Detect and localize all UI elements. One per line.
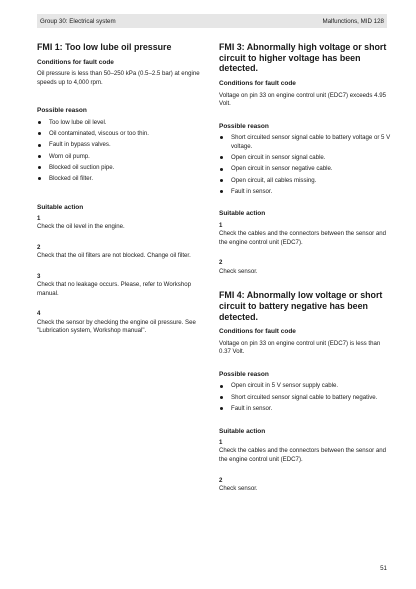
step-number: 1	[219, 439, 223, 446]
bullet-icon	[220, 396, 223, 399]
bullet-icon	[220, 136, 223, 139]
list-item	[219, 405, 391, 414]
fmi1-reason-heading: Possible reason	[37, 107, 87, 115]
list-item	[219, 382, 391, 391]
fmi3-reasons	[219, 123, 391, 197]
header-chapter-title: Malfunctions, MID 128	[322, 17, 384, 25]
list-item-text: Blocked oil suction pipe.	[49, 163, 115, 171]
header-section-title: Group 30: Electrical system	[40, 17, 116, 25]
fmi3-reason-heading: Possible reason	[219, 122, 269, 130]
page-number: 51	[380, 565, 387, 572]
list-item	[37, 175, 209, 184]
action-step	[219, 439, 391, 465]
fmi3-reason-list	[219, 134, 391, 196]
fmi3-conditions-heading: Conditions for fault code	[219, 80, 296, 88]
step-text: Check sensor.	[219, 484, 258, 492]
action-step	[37, 215, 209, 232]
fmi4-reason-list	[219, 382, 391, 413]
list-item	[219, 165, 391, 174]
fmi4-actions	[219, 428, 391, 494]
step-number: 1	[37, 215, 41, 223]
step-text: Check the oil level in the engine.	[37, 223, 125, 231]
bullet-icon	[220, 385, 223, 388]
step-text: Check that the oil filters are not blocked. Change oil filter.	[37, 252, 191, 260]
bullet-icon	[38, 177, 41, 180]
fmi1-conditions	[37, 59, 209, 88]
step-text: Check the cables and the connectors between the sensor and the engine control unit (EDC7).	[219, 447, 387, 463]
list-item	[37, 130, 209, 139]
fmi4-title: FMI 4: Abnormally low voltage or short circuit to battery negative has been detected.	[219, 290, 383, 322]
fmi4-reasons	[219, 371, 391, 414]
action-step	[219, 477, 391, 494]
bullet-icon	[220, 407, 223, 410]
step-text: Check the cables and the connectors between the sensor and the engine control unit (EDC7).	[219, 230, 387, 246]
bullet-icon	[220, 190, 223, 193]
fmi1-reasons	[37, 107, 209, 183]
list-item	[219, 177, 391, 186]
fmi1-action-heading: Suitable action	[37, 203, 84, 211]
fmi1-conditions-text: Oil pressure is less than 50–250 kPa (0.5–2.5 bar) at engine speeds up to 4,000 rpm.	[37, 70, 200, 86]
page-header	[37, 14, 387, 28]
step-text: Check that no leakage occurs. Please, refer to Workshop manual.	[37, 281, 192, 297]
step-text: Check the sensor by checking the engine oil pressure. See "Lubrication system, Workshop manual".	[37, 318, 196, 335]
bullet-icon	[220, 179, 223, 182]
fmi3-conditions	[219, 80, 391, 109]
list-item	[219, 394, 391, 403]
fmi1-reason-list	[37, 119, 209, 184]
list-item	[37, 164, 209, 173]
list-item-text: Open circuit in 5 V sensor supply cable.	[231, 382, 339, 390]
list-item-text: Short circuited sensor signal cable to battery voltage or 5 V voltage.	[231, 134, 391, 150]
bullet-icon	[220, 168, 223, 171]
step-text: Check sensor.	[219, 267, 258, 275]
action-step	[37, 244, 209, 261]
list-item	[219, 188, 391, 197]
step-number: 2	[37, 243, 41, 251]
list-item	[219, 154, 391, 163]
list-item	[37, 153, 209, 162]
list-item-text: Short circuited sensor signal cable to battery negative.	[231, 393, 378, 401]
list-item-text: Fault in sensor.	[231, 187, 273, 195]
bullet-icon	[220, 156, 223, 159]
list-item	[37, 119, 209, 128]
list-item-text: Fault in bypass valves.	[49, 141, 111, 149]
action-step	[37, 273, 209, 299]
step-number: 3	[37, 272, 41, 280]
step-number: 4	[37, 310, 41, 318]
fmi3-conditions-text: Voltage on pin 33 on engine control unit (EDC7) exceeds 4.95 Volt.	[219, 91, 387, 108]
fmi1-conditions-heading: Conditions for fault code	[37, 58, 114, 66]
left-column	[37, 42, 209, 350]
fmi4-reason-heading: Possible reason	[219, 371, 269, 379]
action-step	[219, 259, 391, 276]
step-number: 2	[219, 259, 223, 267]
list-item	[219, 134, 391, 151]
fmi4-conditions	[219, 328, 391, 357]
bullet-icon	[38, 144, 41, 147]
action-step	[219, 222, 391, 248]
bullet-icon	[38, 132, 41, 135]
list-item	[37, 141, 209, 150]
list-item-text: Open circuit in sensor negative cable.	[231, 165, 333, 173]
step-number: 2	[219, 476, 223, 484]
bullet-icon	[38, 166, 41, 169]
bullet-icon	[38, 155, 41, 158]
fmi1-actions	[37, 204, 209, 336]
fmi3-title: FMI 3: Abnormally high voltage or short circuit to higher voltage has been detected.	[219, 42, 387, 74]
list-item-text: Blocked oil filter.	[49, 175, 94, 183]
list-item-text: Open circuit, all cables missing.	[231, 176, 317, 184]
fmi4-conditions-text: Voltage on pin 33 on engine control unit (EDC7) is less than 0.37 Volt.	[219, 339, 381, 356]
list-item-text: Oil contaminated, viscous or too thin.	[49, 130, 149, 138]
action-step	[37, 310, 209, 336]
right-column	[219, 42, 391, 507]
list-item-text: Fault in sensor.	[231, 404, 273, 412]
list-item-text: Too low lube oil level.	[49, 118, 107, 126]
list-item-text: Worn oil pump.	[49, 152, 90, 160]
list-item-text: Open circuit in sensor signal cable.	[231, 154, 326, 162]
step-number: 1	[219, 221, 223, 229]
fmi3-actions	[219, 210, 391, 276]
fmi4-conditions-heading: Conditions for fault code	[219, 328, 296, 336]
fmi1-title: FMI 1: Too low lube oil pressure	[37, 42, 172, 52]
fmi4-action-heading: Suitable action	[219, 427, 266, 435]
fmi3-action-heading: Suitable action	[219, 210, 266, 218]
bullet-icon	[38, 121, 41, 124]
